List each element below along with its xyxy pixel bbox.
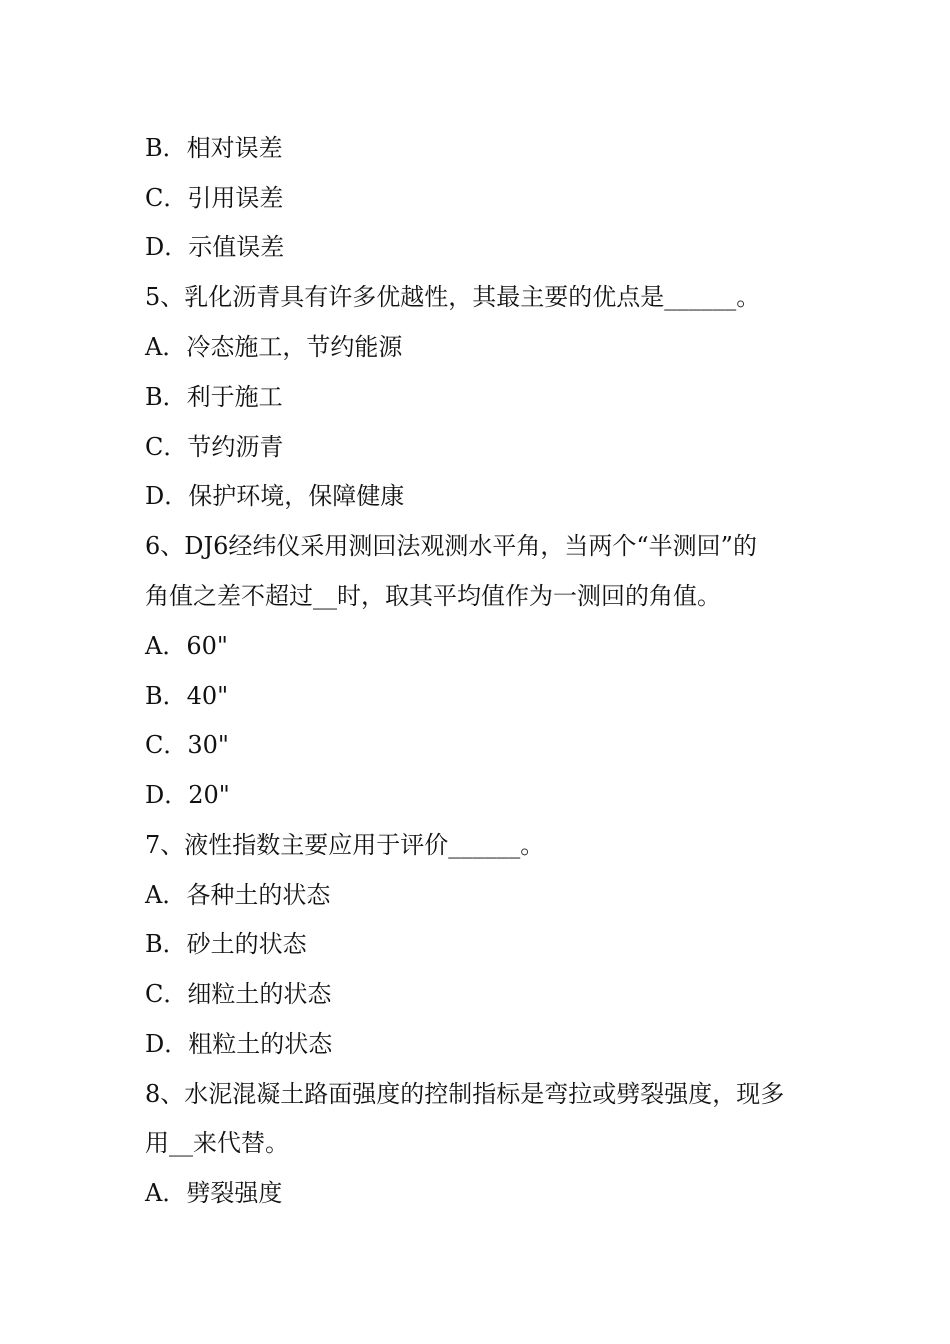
option-5-d: D．保护环境，保障健康 [145,482,405,510]
option-7-d: D．粗粒土的状态 [145,1030,333,1058]
option-4-c: C．引用误差 [145,184,284,212]
question-7: 7、液性指数主要应用于评价______。 [145,831,545,859]
option-7-b: B．砂土的状态 [145,930,307,958]
option-4-d: D．示值误差 [145,233,285,261]
option-4-b: B．相对误差 [145,134,283,162]
option-8-a: A．劈裂强度 [145,1179,283,1207]
option-6-d: D．20" [145,781,230,809]
option-6-c: C．30" [145,731,229,759]
question-6: 6、DJ6经纬仪采用测回法观测水平角，当两个“半测回”的 [145,532,757,560]
option-5-c: C．节约沥青 [145,433,284,461]
option-7-c: C．细粒土的状态 [145,980,332,1008]
option-7-a: A．各种土的状态 [145,881,331,909]
option-6-b: B．40" [145,682,229,710]
option-5-a: A．冷态施工，节约能源 [145,333,403,361]
option-5-b: B．利于施工 [145,383,283,411]
question-6-cont: 角值之差不超过__时，取其平均值作为一测回的角值。 [145,582,721,610]
option-6-a: A．60" [145,632,228,660]
question-8-cont: 用__来代替。 [145,1129,289,1157]
question-8: 8、水泥混凝土路面强度的控制指标是弯拉或劈裂强度，现多 [145,1080,785,1108]
question-5: 5、乳化沥青具有许多优越性，其最主要的优点是______。 [145,283,761,311]
